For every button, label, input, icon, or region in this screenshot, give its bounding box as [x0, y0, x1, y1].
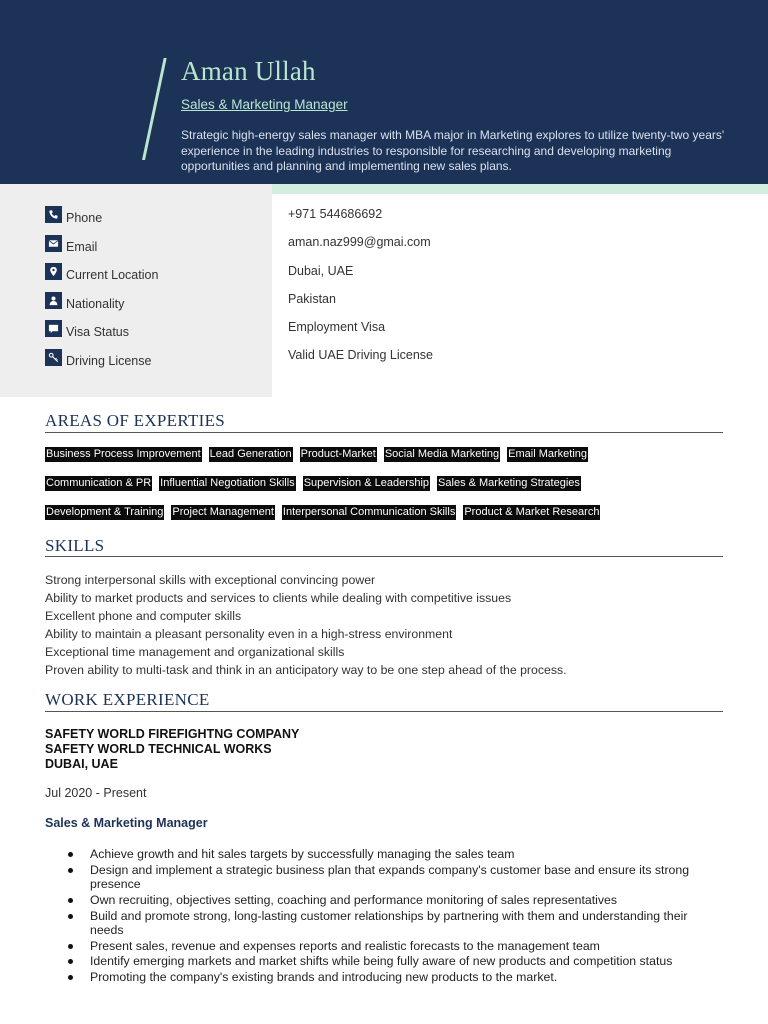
profile-summary: Strategic high-energy sales manager with MBA major in Marketing explores to utilize twenty-two years' experience in the leading industries to responsible for researching and developing marketing opportunities and planning and implementing new sales plans.	[181, 128, 725, 173]
responsibility-list	[45, 847, 715, 986]
contact-license-label	[45, 351, 151, 371]
expertise-tag: Lead Generation	[209, 448, 292, 460]
employment-dates: Jul 2020 - Present	[45, 786, 147, 800]
expertise-tag: Business Process Improvement	[46, 448, 201, 460]
person-icon	[45, 292, 62, 309]
company-name: SAFETY WORLD FIREFIGHTNG COMPANY	[45, 727, 300, 741]
work-heading: WORK EXPERIENCE	[45, 690, 210, 709]
skill-item: Ability to market products and services to clients while dealing with competitive issues	[45, 591, 512, 605]
expertise-tag: Product-Market	[300, 448, 376, 460]
company-location: DUBAI, UAE	[45, 757, 118, 771]
contact-label-text: Phone	[66, 211, 103, 225]
skills-list	[45, 571, 567, 679]
responsibility-item: Own recruiting, objectives setting, coaching and performance monitoring of sales representatives	[45, 893, 715, 908]
contact-nationality-value: Pakistan	[288, 292, 336, 306]
expertise-heading: AREAS OF EXPERTIES	[45, 411, 226, 430]
contact-location-value: Dubai, UAE	[288, 264, 354, 278]
expertise-row	[45, 447, 588, 462]
expertise-tag: Communication & PR	[46, 477, 152, 489]
contact-label-text: Driving License	[66, 354, 152, 368]
contact-label-text: Email	[66, 240, 98, 254]
contact-location-label	[45, 265, 158, 285]
section-divider	[45, 432, 723, 433]
contact-nationality-label	[45, 294, 124, 314]
skill-item: Proven ability to multi-task and think in an anticipatory way to be one step ahead of the process.	[45, 663, 567, 677]
contact-label-text: Current Location	[66, 268, 159, 282]
expertise-tag: Development & Training	[46, 506, 164, 518]
company-name: SAFETY WORLD TECHNICAL WORKS	[45, 742, 272, 756]
responsibility-item: Build and promote strong, long-lasting customer relationships by partnering with them and understanding their needs	[45, 909, 715, 938]
expertise-tag: Product & Market Research	[464, 506, 600, 518]
contact-phone-label	[45, 208, 102, 228]
contact-label-text: Nationality	[66, 297, 125, 311]
contact-phone-value: +971 544686692	[288, 207, 383, 221]
contact-license-value: Valid UAE Driving License	[288, 348, 433, 362]
section-divider	[45, 556, 723, 557]
responsibility-item: Promoting the company's existing brands and introducing new products to the market.	[45, 970, 715, 985]
skills-heading: SKILLS	[45, 536, 105, 555]
expertise-tag: Supervision & Leadership	[303, 477, 430, 489]
location-pin-icon	[45, 263, 62, 280]
responsibility-item: Present sales, revenue and expenses reports and realistic forecasts to the management team	[45, 939, 715, 954]
candidate-name: Aman Ullah	[181, 56, 316, 86]
contact-email-value: aman.naz999@gmai.com	[288, 235, 431, 249]
skill-item: Exceptional time management and organizational skills	[45, 645, 345, 659]
contact-email-label	[45, 237, 97, 257]
job-title: Sales & Marketing Manager	[45, 816, 208, 830]
responsibility-item: Achieve growth and hit sales targets by successfully managing the sales team	[45, 847, 715, 862]
contact-label-text: Visa Status	[66, 325, 130, 339]
resume-header	[0, 0, 768, 184]
responsibility-item: Identify emerging markets and market shifts while being fully aware of new products and competition status	[45, 954, 715, 969]
expertise-row	[45, 476, 581, 491]
skill-item: Ability to maintain a pleasant personality even in a high-stress environment	[45, 627, 453, 641]
car-key-icon	[45, 349, 62, 366]
skill-item: Strong interpersonal skills with exceptional convincing power	[45, 573, 376, 587]
contact-visa-label	[45, 322, 129, 342]
expertise-tag: Project Management	[172, 506, 274, 518]
header-accent-strip	[272, 184, 768, 194]
candidate-role: Sales & Marketing Manager	[181, 97, 348, 112]
expertise-row	[45, 505, 600, 520]
expertise-tag: Interpersonal Communication Skills	[282, 506, 456, 518]
visa-card-icon	[45, 320, 62, 337]
skill-item: Excellent phone and computer skills	[45, 609, 242, 623]
contact-visa-value: Employment Visa	[288, 320, 386, 334]
expertise-tag: Email Marketing	[508, 448, 588, 460]
company-block	[45, 727, 299, 772]
header-accent-slash	[142, 58, 167, 160]
expertise-tag: Influential Negotiation Skills	[160, 477, 295, 489]
envelope-icon	[45, 235, 62, 252]
responsibility-item: Design and implement a strategic business plan that expands company's customer base and ensure its strong presence	[45, 863, 715, 892]
expertise-tag: Sales & Marketing Strategies	[438, 477, 580, 489]
section-divider	[45, 711, 723, 712]
phone-icon	[45, 206, 62, 223]
expertise-tag: Social Media Marketing	[384, 448, 500, 460]
